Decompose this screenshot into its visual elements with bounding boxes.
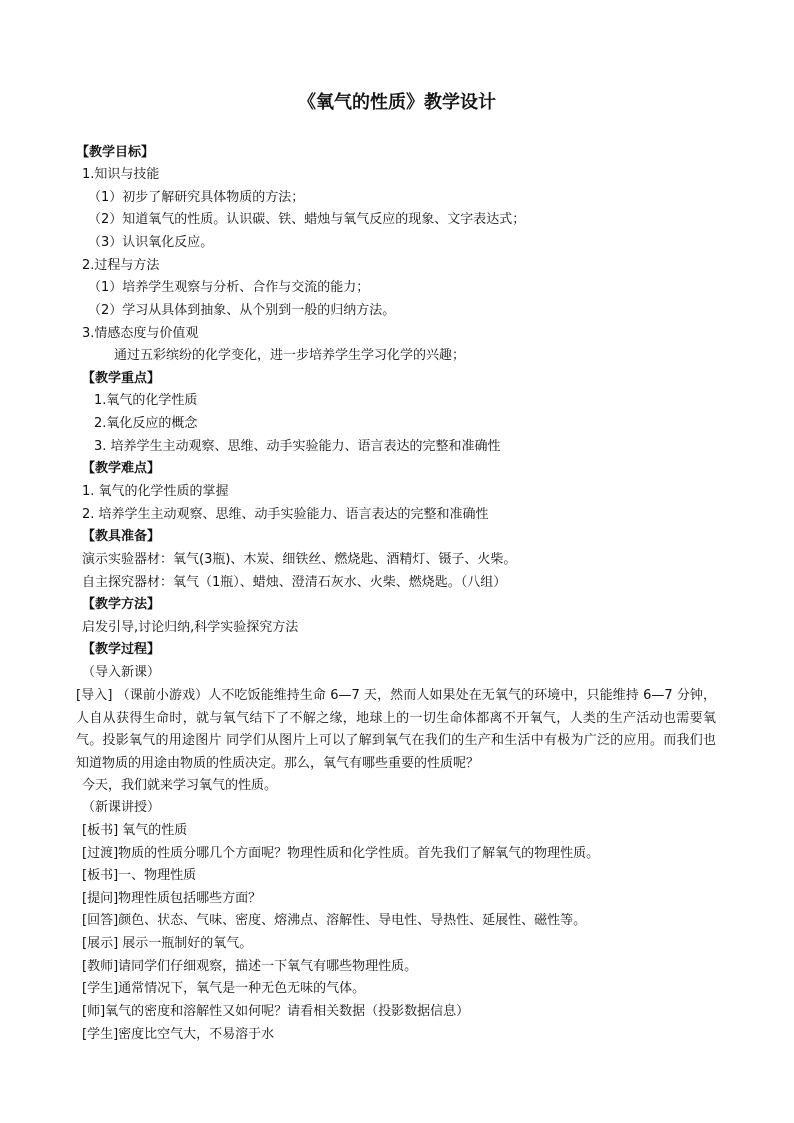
goal-item: （2）知道氧气的性质。认识碳、铁、蜡烛与氧气反应的现象、文字表达式； <box>88 212 526 227</box>
intro-paragraph: [导入] （课前小游戏）人不吃饭能维持生命 6—7 天，然而人如果处在无氧气的环境中，只能维持 6—7 分钟，人自从获得生命时，就与氧气结下了不解之缘，地球上的一切生命体都离不开氧气，人类的生产活动也需要氧气。投影氧气的用途图片 同学们从图片上可以了解到氧气在我们的生产和生活中有极为广泛的应用。而我们也知道物质的用途由物质的性质决定。那么，氧气有哪些重要的性质呢？ <box>76 688 716 771</box>
new-lesson-label: （新课讲授） <box>82 800 161 815</box>
equipment-demo: 演示实验器材：氧气(3瓶)、木炭、细铁丝、燃烧匙、酒精灯、镊子、火柴。 <box>82 552 517 567</box>
dialogue-line: [教师]请同学们仔细观察，描述一下氧气有哪些物理性质。 <box>82 959 418 974</box>
dialogue-line: [展示] 展示一瓶制好的氧气。 <box>82 936 253 951</box>
section-heading-goals: 【教学目标】 <box>76 145 155 160</box>
section-heading-process: 【教学过程】 <box>82 642 161 657</box>
dialogue-line: [学生]通常情况下，氧气是一种无色无味的气体。 <box>82 981 366 996</box>
goal-item: （1）初步了解研究具体物质的方法； <box>88 190 305 205</box>
difficulty-item: 2. 培养学生主动观察、思维、动手实验能力、语言表达的完整和准确性 <box>82 507 489 522</box>
dialogue-line: [过渡]物质的性质分哪几个方面呢？物理性质和化学性质。首先我们了解氧气的物理性质。 <box>82 846 600 861</box>
key-point-item: 1.氧气的化学性质 <box>94 393 198 408</box>
dialogue-line: [提问]物理性质包括哪些方面？ <box>82 891 262 906</box>
dialogue-line: [回答]颜色、状态、气味、密度、熔沸点、溶解性、导电性、导热性、延展性、磁性等。 <box>82 913 587 928</box>
key-point-item: 3. 培养学生主动观察、思维、动手实验能力、语言表达的完整和准确性 <box>94 439 501 454</box>
dialogue-line: [板书]一、物理性质 <box>82 868 197 883</box>
today-line: 今天，我们就来学习氧气的性质。 <box>82 778 278 793</box>
key-point-item: 2.氧化反应的概念 <box>94 416 198 431</box>
section-heading-equipment: 【教具准备】 <box>82 529 161 544</box>
subheading-knowledge-skills: 1.知识与技能 <box>82 167 160 182</box>
subheading-process-methods: 2.过程与方法 <box>82 258 160 273</box>
section-heading-methods: 【教学方法】 <box>82 597 161 612</box>
difficulty-item: 1. 氧气的化学性质的掌握 <box>82 484 229 499</box>
dialogue-line: [板书] 氧气的性质 <box>82 823 188 838</box>
goal-item: （1）培养学生观察与分析、合作与交流的能力； <box>88 280 370 295</box>
goal-item: （3）认识氧化反应。 <box>88 235 214 250</box>
subheading-attitudes-values: 3.情感态度与价值观 <box>82 326 199 341</box>
methods-text: 启发引导,讨论归纳,科学实验探究方法 <box>82 620 299 635</box>
page-title: 《氧气的性质》教学设计 <box>298 92 496 113</box>
intro-label: （导入新课） <box>82 665 161 680</box>
section-heading-key-points: 【教学重点】 <box>82 371 161 386</box>
goal-item: （2）学习从具体到抽象、从个别到一般的归纳方法。 <box>88 303 396 318</box>
goal-item: 通过五彩缤纷的化学变化，进一步培养学生学习化学的兴趣； <box>114 348 466 363</box>
dialogue-line: [师]氧气的密度和溶解性又如何呢？请看相关数据（投影数据信息） <box>82 1004 470 1019</box>
section-heading-difficulties: 【教学难点】 <box>82 461 161 476</box>
dialogue-line: [学生]密度比空气大，不易溶于水 <box>82 1027 275 1042</box>
equipment-self-study: 自主探究器材：氧气（1瓶）、蜡烛、澄清石灰水、火柴、燃烧匙。（八组） <box>82 575 507 590</box>
